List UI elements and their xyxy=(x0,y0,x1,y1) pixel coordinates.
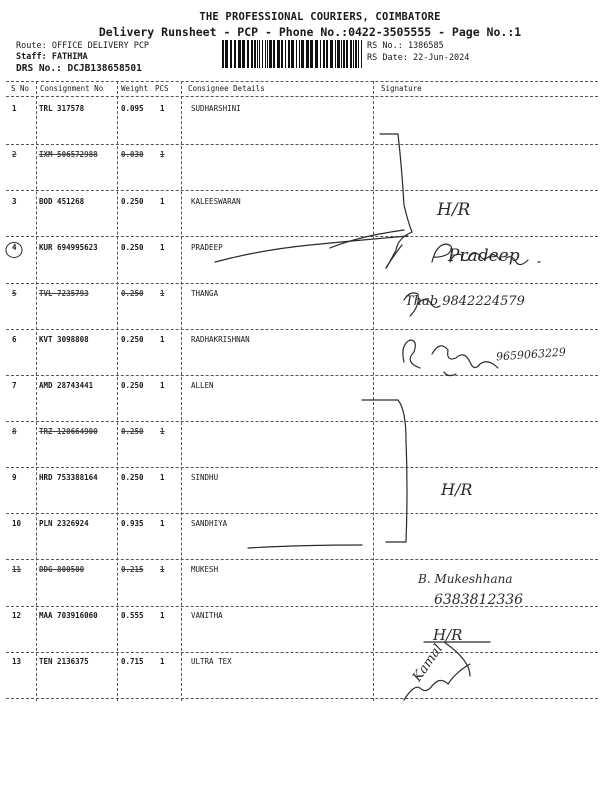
row-consignee: SANDHIYA xyxy=(191,519,228,528)
staff-label: Staff: FATHIMA xyxy=(16,52,88,62)
row-pcs: 1 xyxy=(160,150,165,159)
row-pcs: 1 xyxy=(160,473,165,482)
drs-number: DRS No.: DCJB138658501 xyxy=(16,63,142,74)
rs-date: RS Date: 22-Jun-2024 xyxy=(367,53,470,63)
header-pcs: PCS xyxy=(155,84,169,93)
row-sno: 12 xyxy=(12,611,22,620)
row-weight: 0.250 xyxy=(121,381,144,390)
row-pcs: 1 xyxy=(160,289,165,298)
row-weight: 0.250 xyxy=(121,289,144,298)
row-consignee: RADHAKRISHNAN xyxy=(191,335,250,344)
row-pcs: 1 xyxy=(160,611,165,620)
row-consignment-no: PLN 2326924 xyxy=(39,519,89,528)
row-pcs: 1 xyxy=(160,381,165,390)
row-sno: 1 xyxy=(12,104,17,113)
row-consignee: SINDHU xyxy=(191,473,219,482)
row-sno: 7 xyxy=(12,381,17,390)
row-consignee: SUDHARSHINI xyxy=(191,104,241,113)
row-consignee: ULTRA TEX xyxy=(191,657,232,666)
row-consignment-no: HRD 753388164 xyxy=(39,473,98,482)
rs-number: RS No.: 1386585 xyxy=(367,41,444,51)
row-sno: 3 xyxy=(12,197,17,206)
row-consignee: ALLEN xyxy=(191,381,214,390)
row-sno: 10 xyxy=(12,519,22,528)
row-consignment-no: MAA 703916060 xyxy=(39,611,98,620)
handwritten-phone: 9659063229 xyxy=(495,345,567,364)
row-sno: 9 xyxy=(12,473,17,482)
row-weight: 0.250 xyxy=(121,335,144,344)
handwritten-note: H/R xyxy=(441,480,473,499)
row-sno: 6 xyxy=(12,335,17,344)
row-pcs: 1 xyxy=(160,565,165,574)
row-consignment-no: TVL 7235793 xyxy=(39,289,89,298)
row-consignment-no: KVT 3098808 xyxy=(39,335,89,344)
row-weight: 0.250 xyxy=(121,427,144,436)
row-sno: 13 xyxy=(12,657,22,666)
handwritten-note: H/R xyxy=(437,200,471,220)
row-consignee: PRADEEP xyxy=(191,243,223,252)
row-consignment-no: IXM 506572988 xyxy=(39,150,98,159)
row-consignee: KALEESWARAN xyxy=(191,197,241,206)
row-pcs: 1 xyxy=(160,104,165,113)
header-consignment: Consignment No xyxy=(40,84,104,93)
handwritten-signature: Pradeep xyxy=(448,246,520,266)
row-consignment-no: AMD 28743441 xyxy=(39,381,94,390)
company-name: THE PROFESSIONAL COURIERS, COIMBATORE xyxy=(199,11,441,23)
route-label: Route: OFFICE DELIVERY PCP xyxy=(16,41,150,51)
row-consignment-no: BOD 451268 xyxy=(39,197,85,206)
row-pcs: 1 xyxy=(160,197,165,206)
header-sno: S No xyxy=(11,84,30,93)
row-pcs: 1 xyxy=(160,657,165,666)
row-sno: 4 xyxy=(12,243,17,252)
runsheet-title: Delivery Runsheet - PCP - Phone No.:0422-3505555 - Page No.:1 xyxy=(98,25,522,39)
row-weight: 0.030 xyxy=(121,150,144,159)
row-weight: 0.715 xyxy=(121,657,144,666)
row-weight: 0.250 xyxy=(121,473,144,482)
header-weight: Weight xyxy=(121,84,149,93)
row-sno: 11 xyxy=(12,565,22,574)
row-sno: 5 xyxy=(12,289,17,298)
circled-mark xyxy=(4,240,24,260)
handwritten-note: H/R xyxy=(433,626,463,644)
row-consignment-no: TRZ 120664900 xyxy=(39,427,98,436)
row-pcs: 1 xyxy=(160,243,165,252)
handwritten-signature: B. Mukeshhana xyxy=(418,572,513,586)
row-weight: 0.215 xyxy=(121,565,144,574)
row-consignment-no: KUR 694995623 xyxy=(39,243,98,252)
row-consignee: MUKESH xyxy=(191,565,219,574)
row-pcs: 1 xyxy=(160,427,165,436)
row-weight: 0.935 xyxy=(121,519,144,528)
row-pcs: 1 xyxy=(160,519,165,528)
handwritten-signature: Kamal xyxy=(410,641,447,685)
header-signature: Signature xyxy=(381,84,422,93)
row-pcs: 1 xyxy=(160,335,165,344)
row-sno: 2 xyxy=(12,150,17,159)
row-consignment-no: TRL 317578 xyxy=(39,104,85,113)
row-consignee: VANITHA xyxy=(191,611,223,620)
header-consignee: Consignee Details xyxy=(188,84,265,93)
row-consignment-no: TEN 2136375 xyxy=(39,657,89,666)
row-sno: 8 xyxy=(12,427,17,436)
row-weight: 0.250 xyxy=(121,243,144,252)
handwritten-note: Thab 9842224579 xyxy=(405,294,525,309)
handwritten-phone: 6383812336 xyxy=(434,592,524,608)
row-weight: 0.095 xyxy=(121,104,144,113)
row-consignment-no: DDG 800500 xyxy=(39,565,85,574)
row-weight: 0.250 xyxy=(121,197,144,206)
row-consignee: THANGA xyxy=(191,289,219,298)
row-weight: 0.555 xyxy=(121,611,144,620)
